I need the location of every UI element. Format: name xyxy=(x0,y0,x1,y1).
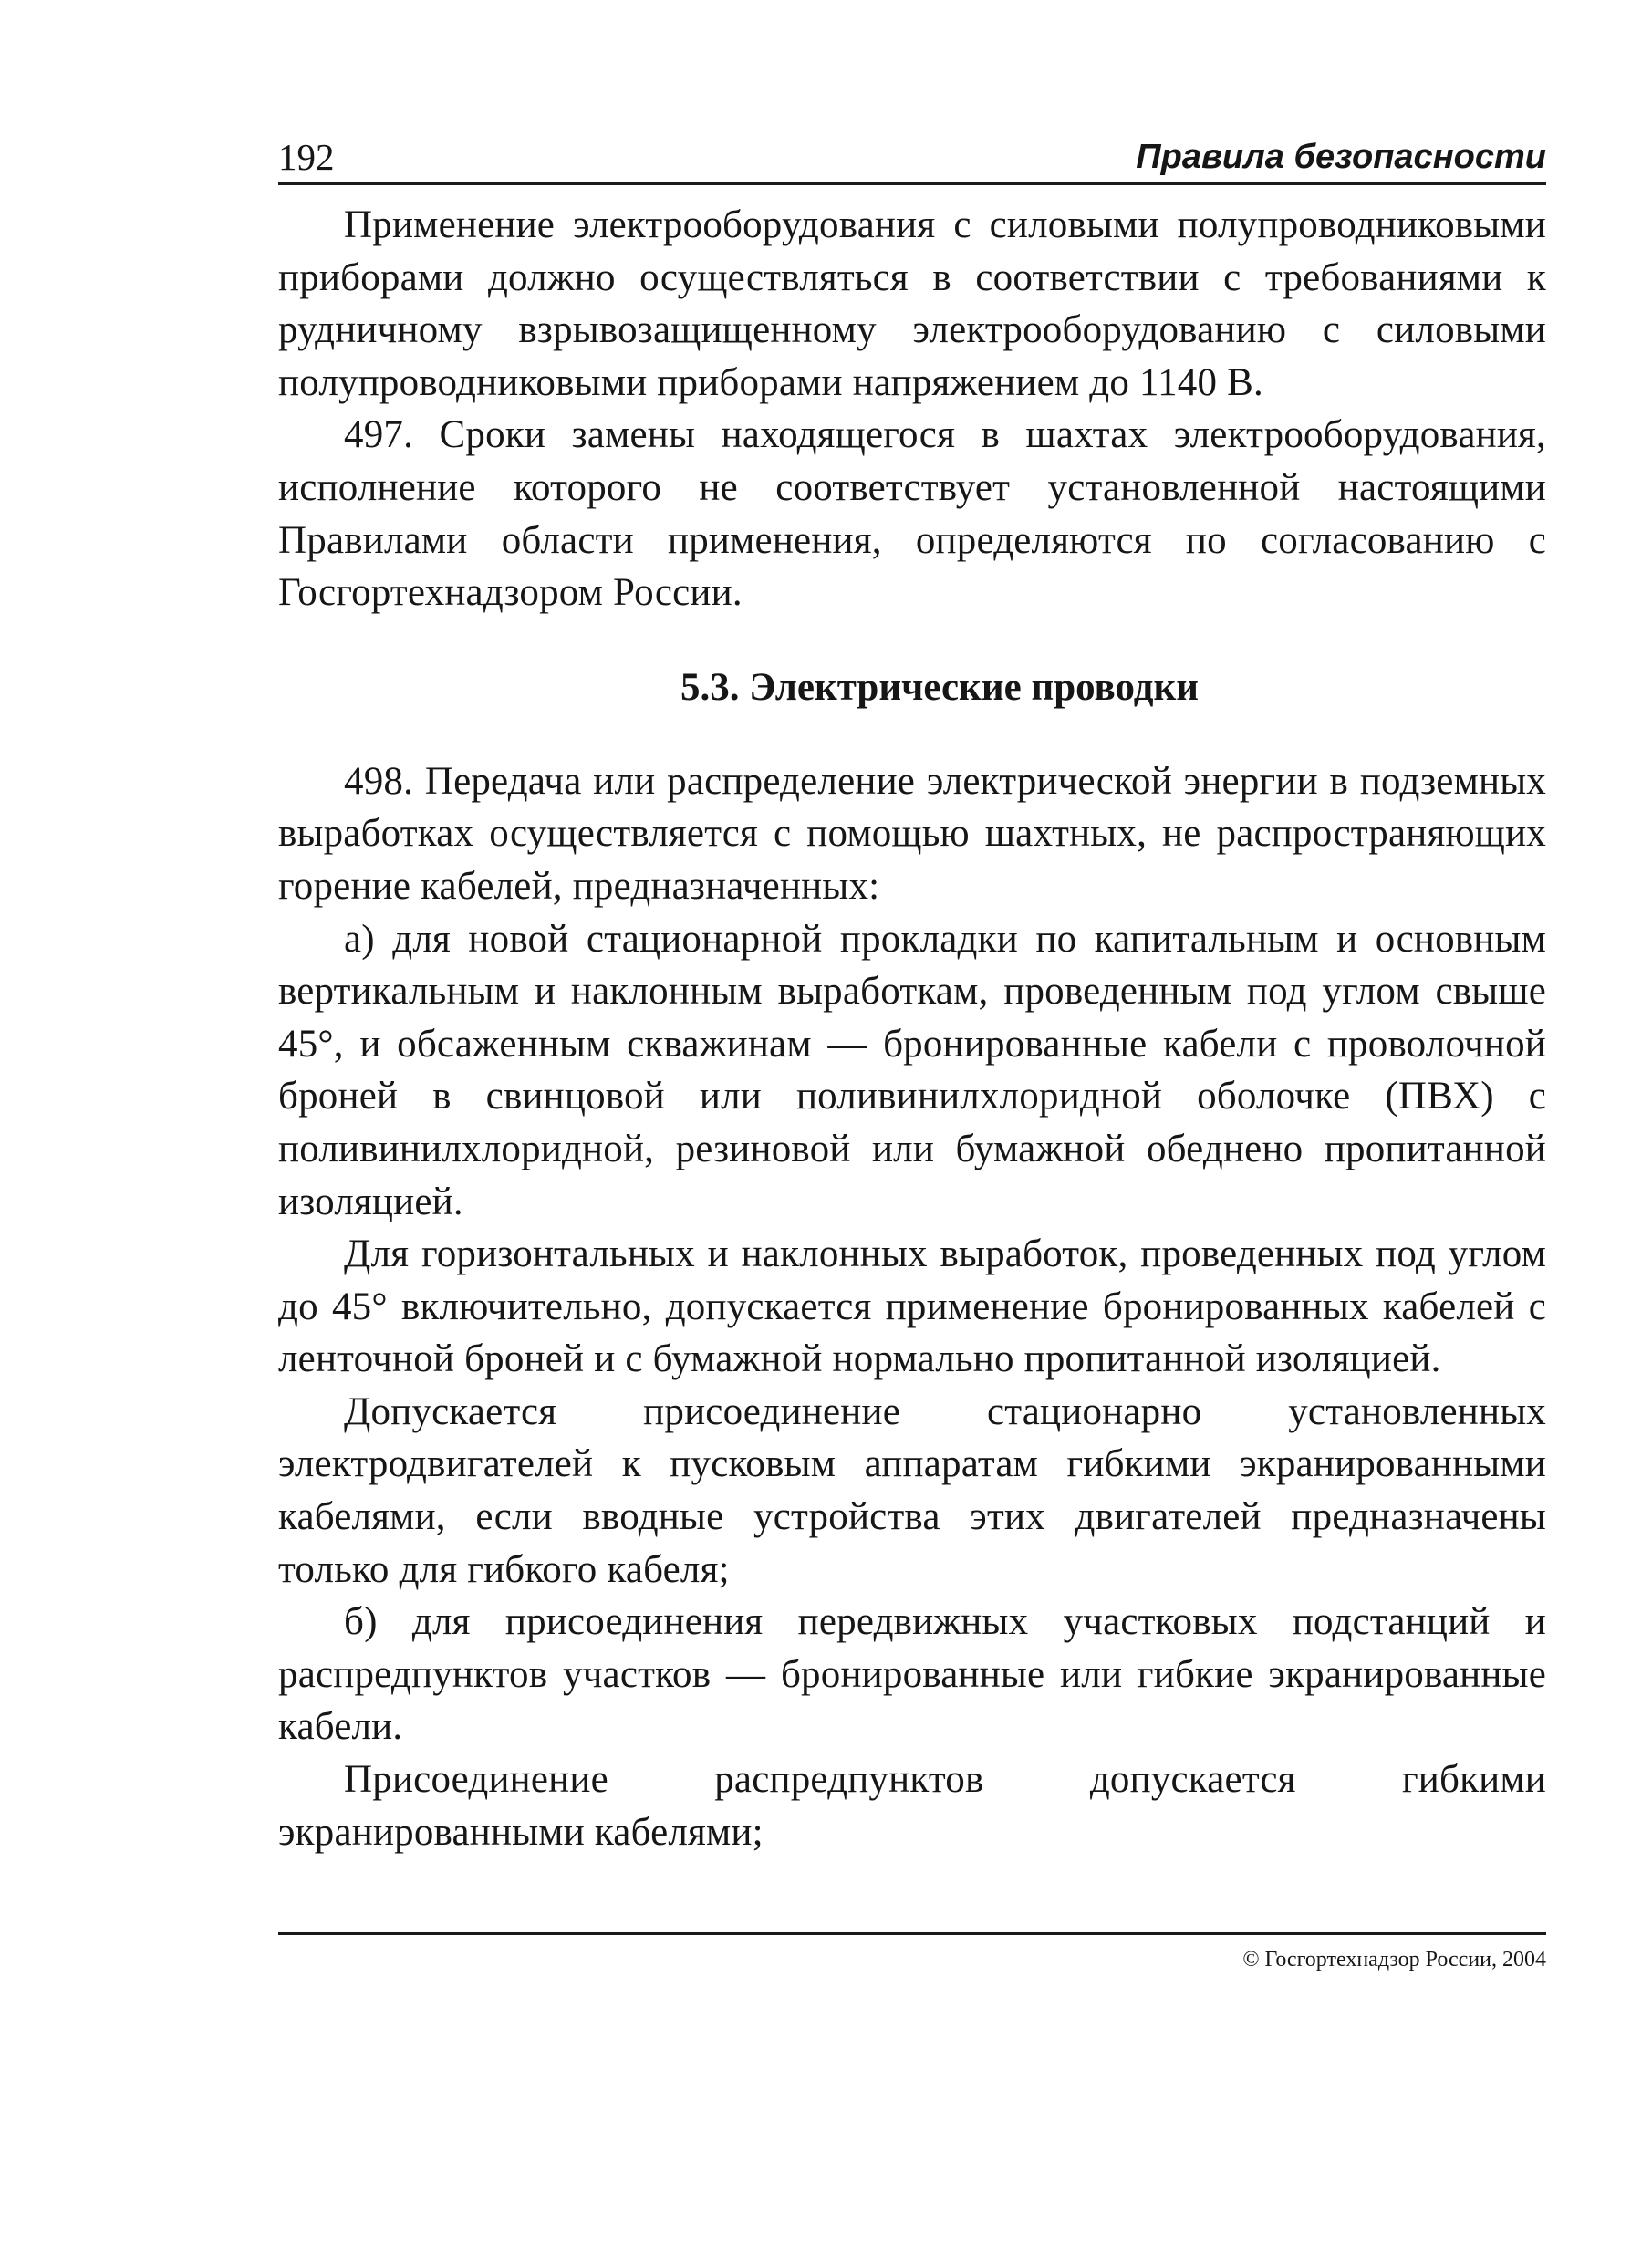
header-divider xyxy=(278,182,1546,185)
footer-divider xyxy=(278,1932,1546,1935)
page-header xyxy=(278,135,1546,186)
paragraph-item-a: а) для новой стационарной прокладки по капитальным и основным вертикальным и наклонным выработкам, проведенным под углом свыше 45°, и обсаженным скважинам — бронированные кабели с проволочной броней в свинцовой или поливинилхлоридной оболочке (ПВХ) с поливинилхлоридной, резиновой или бумажной обеднено пропитанной изоляцией. xyxy=(278,917,1546,1223)
paragraph-498: 498. Передача или распределение электрической энергии в подземных выработках осуществляется с помощью шахтных, не распространяющих горение кабелей, предназначенных: xyxy=(278,759,1546,908)
paragraph-497: 497. Сроки замены находящегося в шахтах электрооборудования, исполнение которого не соответствует установленной настоящими Правилами области применения, определяются по согласованию с Госгортехнадзором России. xyxy=(278,413,1546,615)
paragraph-distribution-points: Присоединение распредпунктов допускается гибкими экранированными кабелями; xyxy=(278,1758,1546,1854)
running-title: Правила безопасности xyxy=(1136,138,1546,176)
page-number: 192 xyxy=(278,136,335,178)
section-heading: 5.3. Электрические проводки xyxy=(680,665,1200,709)
footer-copyright: © Госгортехнадзор России, 2004 xyxy=(1242,1948,1546,1971)
paragraph-motor-connection: Допускается присоединение стационарно установленных электродвигателей к пусковым аппаратам гибкими экранированными кабелями, если вводные устройства этих двигателей предназначены только для гибкого кабеля; xyxy=(278,1389,1546,1591)
paragraph-equipment-requirements: Применение электрооборудования с силовыми полупроводниковыми приборами должно осуществляться в соответствии с требованиями к рудничному взрывозащищенному электрооборудованию с силовыми полупроводниковыми приборами напряжением до 1140 В. xyxy=(278,203,1546,404)
body-text xyxy=(278,199,1546,1858)
paragraph-horizontal-workings: Для горизонтальных и наклонных выработок, проведенных под углом до 45° включительно, допускается применение бронированных кабелей с ленточной броней и с бумажной нормально пропитанной изоляцией. xyxy=(278,1233,1546,1381)
paragraph-item-b: б) для присоединения передвижных участковых подстанций и распредпунктов участков — бронированные или гибкие экранированные кабели. xyxy=(278,1600,1546,1749)
